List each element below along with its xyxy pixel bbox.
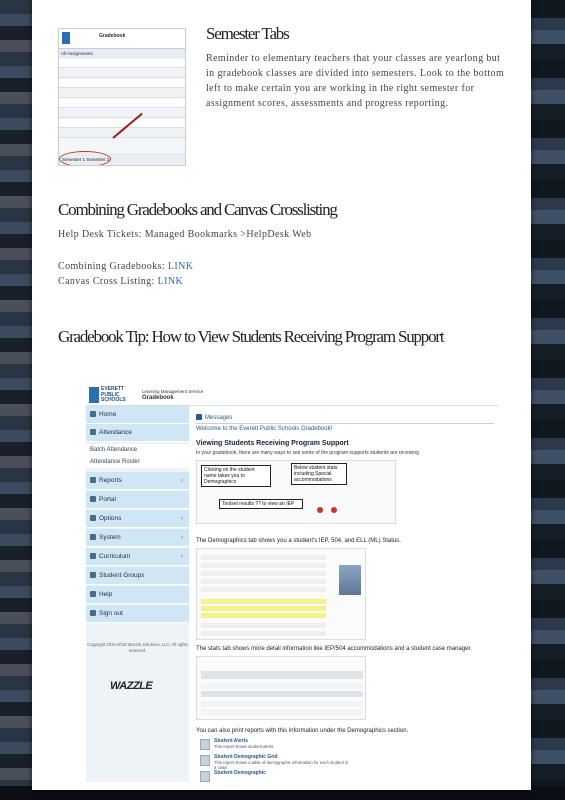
page-content bbox=[32, 0, 531, 790]
report-icon bbox=[200, 771, 210, 782]
program-support-title: Gradebook Tip: How to View Students Receiving Program Support bbox=[58, 327, 444, 346]
messages-bar bbox=[196, 412, 494, 424]
sidebar-item-sign-out[interactable] bbox=[86, 605, 189, 623]
sidebar-item-home[interactable] bbox=[86, 406, 189, 424]
sidebar-item-portal[interactable] bbox=[86, 491, 189, 509]
thumb-assignments-tab bbox=[59, 49, 186, 58]
report-title: Student Demographic bbox=[214, 770, 266, 776]
sidebar-item-curriculum[interactable] bbox=[86, 548, 189, 566]
thumb-header bbox=[59, 29, 186, 49]
report-icon bbox=[200, 739, 210, 750]
sidebar-label: Reports bbox=[99, 477, 122, 484]
background-left bbox=[0, 0, 32, 800]
canvas-cross-listing-label: Canvas Cross Listing: bbox=[58, 276, 158, 287]
program-support-heading: Viewing Students Receiving Program Support bbox=[196, 440, 349, 447]
sidebar-footer: Copyright 2016-2018 Wazzle Solutions, LLC. All rights reserved. bbox=[87, 642, 188, 653]
eps-logo-icon bbox=[89, 387, 99, 403]
sidebar-item-help[interactable] bbox=[86, 586, 189, 604]
student-photo bbox=[339, 565, 361, 595]
thumb-gradebook-label: Gradebook bbox=[99, 33, 126, 39]
program-support-screenshot bbox=[86, 384, 498, 782]
lms-header bbox=[86, 384, 498, 406]
attendance-icon bbox=[90, 429, 96, 435]
sidebar-label: Help bbox=[99, 591, 113, 598]
wazzle-logo: WAZZLE bbox=[110, 680, 153, 692]
eps-logo bbox=[89, 387, 137, 405]
lms-sidebar bbox=[86, 406, 189, 782]
report-desc: This report shows student alerts bbox=[214, 744, 274, 749]
sidebar-item-options[interactable] bbox=[86, 510, 189, 528]
semester-tabs-title: Semester Tabs bbox=[206, 24, 289, 43]
demo-row bbox=[201, 579, 326, 584]
wrench-icon bbox=[90, 534, 96, 540]
demo-row-highlight bbox=[201, 613, 326, 618]
thumb-row bbox=[59, 59, 186, 68]
stats-row bbox=[201, 709, 363, 715]
chevron-left-icon: ‹ bbox=[181, 478, 183, 484]
search-icon bbox=[90, 496, 96, 502]
report-desc: This report shows a table of demographic information for each student in a class bbox=[214, 760, 349, 770]
thumb-row bbox=[59, 79, 186, 88]
demo-row bbox=[201, 555, 326, 560]
demo-row bbox=[201, 631, 326, 636]
eps-logo-text: EVERETT PUBLIC SCHOOLS bbox=[101, 386, 126, 403]
sidebar-label: System bbox=[99, 534, 121, 541]
stats-row bbox=[201, 701, 363, 707]
demo-row bbox=[201, 623, 326, 628]
thumb-logo-icon bbox=[62, 32, 70, 44]
callout-student-stats: Below student stats including Special accommodations bbox=[291, 463, 347, 485]
sidebar-label: Portal bbox=[99, 496, 116, 503]
print-text: You can also print reports with this information under the Demographics section. bbox=[196, 728, 409, 734]
stats-marker-icon bbox=[331, 507, 337, 513]
demo-row bbox=[201, 563, 326, 568]
thumb-row bbox=[59, 69, 186, 78]
demo-row bbox=[201, 587, 326, 592]
thumb-row bbox=[59, 119, 186, 128]
messages-label: Messages bbox=[205, 415, 233, 421]
sidebar-item-attendance-roster[interactable]: Attendance Roster bbox=[86, 456, 189, 468]
lms-line: Learning Management Service bbox=[142, 389, 204, 394]
demo-row bbox=[201, 571, 326, 576]
thumb-row bbox=[59, 109, 186, 118]
semester-tabs-screenshot bbox=[58, 28, 186, 166]
sidebar-item-attendance[interactable] bbox=[86, 424, 189, 442]
report-item[interactable] bbox=[200, 770, 350, 782]
thumb-row bbox=[59, 89, 186, 98]
book-icon bbox=[90, 553, 96, 559]
combining-gradebooks-label: Combining Gradebooks: bbox=[58, 261, 168, 272]
reports-icon bbox=[90, 477, 96, 483]
sidebar-label: Home bbox=[99, 411, 117, 418]
lms-main bbox=[196, 408, 496, 782]
demo-row-highlight bbox=[201, 599, 326, 604]
callout-iep: Toolset results ?? to view an IEP bbox=[219, 499, 303, 509]
canvas-cross-listing-link[interactable]: LINK bbox=[157, 276, 184, 287]
chevron-left-icon: ‹ bbox=[181, 535, 183, 541]
program-support-intro: In your gradebook, there are many ways to see some of the program supports students are receiving bbox=[196, 450, 419, 456]
demo-row-highlight bbox=[201, 606, 326, 611]
report-item[interactable] bbox=[200, 754, 350, 768]
message-icon bbox=[196, 414, 202, 420]
sidebar-item-reports[interactable] bbox=[86, 472, 189, 490]
sidebar-item-student-groups[interactable] bbox=[86, 567, 189, 585]
group-icon bbox=[90, 572, 96, 578]
sidebar-item-batch-attendance[interactable]: Batch Attendance bbox=[86, 444, 189, 456]
helpdesk-subtitle: Help Desk Tickets: Managed Bookmarks >HelpDesk Web bbox=[58, 229, 312, 240]
stats-row bbox=[201, 683, 363, 689]
report-title: Student Demographic Grid bbox=[214, 754, 278, 760]
report-title: Student Alerts bbox=[214, 738, 248, 744]
stats-row bbox=[201, 691, 363, 697]
semester-tabs-body: Reminder to elementary teachers that your classes are yearlong but in gradebook classes are divided into semesters. Look to the bottom left to make certain you are working in the right semester for assignment scores, assessments and progress reporting. bbox=[206, 53, 505, 109]
demographics-text: The Demographics tab shows you a student's IEP, 504, and ELL (ML) Status. bbox=[196, 538, 401, 544]
sidebar-label: Sign out bbox=[99, 610, 123, 617]
stats-header bbox=[201, 671, 363, 679]
stats-text: The stats tab shows more detail information like IEP/504 accommodations and a student case manager. bbox=[196, 646, 472, 652]
thumb-tabs-label: All Assignments bbox=[61, 51, 93, 56]
sidebar-label: Attendance bbox=[99, 429, 132, 436]
lms-title bbox=[142, 389, 203, 401]
report-icon bbox=[200, 755, 210, 766]
sidebar-label: Curriculum bbox=[99, 553, 131, 560]
sidebar-label: Options bbox=[99, 515, 122, 522]
gear-icon bbox=[90, 515, 96, 521]
sidebar-item-system[interactable] bbox=[86, 529, 189, 547]
report-item[interactable] bbox=[200, 738, 350, 752]
home-icon bbox=[90, 411, 96, 417]
help-icon bbox=[90, 591, 96, 597]
lms-sub: Gradebook bbox=[142, 395, 174, 401]
thumb-row bbox=[59, 99, 186, 108]
combining-gradebooks-link[interactable]: LINK bbox=[167, 261, 194, 272]
thumb-highlight-oval bbox=[59, 151, 111, 166]
sign-out-icon bbox=[90, 610, 96, 616]
gradebook-tip-image bbox=[196, 460, 396, 524]
thumb-footer-label: Semester 1 Semester 2 bbox=[62, 157, 110, 162]
stats-image bbox=[196, 656, 366, 720]
callout-student-name: Clicking on the student name takes you to Demographics bbox=[201, 465, 271, 487]
welcome-text: Welcome to the Everett Public Schools Gradebook! bbox=[196, 426, 333, 432]
combining-gradebooks-title: Combining Gradebooks and Canvas Crosslisting bbox=[58, 200, 337, 219]
combining-gradebooks-line bbox=[58, 259, 193, 274]
demographics-image bbox=[196, 548, 366, 640]
canvas-cross-listing-line bbox=[58, 274, 183, 289]
chevron-left-icon: ‹ bbox=[181, 516, 183, 522]
chevron-left-icon: ‹ bbox=[181, 554, 183, 560]
background-right bbox=[531, 0, 565, 800]
sidebar-label: Student Groups bbox=[99, 572, 145, 579]
iep-marker-icon bbox=[317, 507, 323, 513]
